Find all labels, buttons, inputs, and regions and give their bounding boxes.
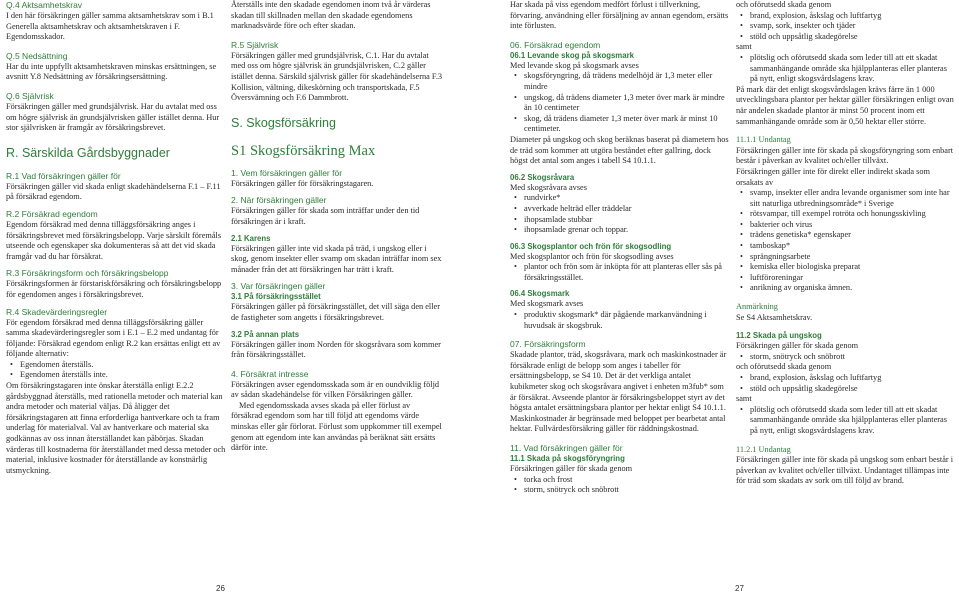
subsection-heading: 11.1 Skada på skogsföryngring bbox=[510, 454, 625, 463]
list-item: • svamp, insekter eller andra levande organismer som inte har sitt naturliga utbredningsområde* i Sverige bbox=[740, 188, 950, 208]
bullet-icon: • bbox=[10, 370, 13, 380]
bullet-icon: • bbox=[740, 21, 743, 31]
note-text: Se S4 Aktsamhetskrav. bbox=[736, 312, 813, 322]
section-heading: R.2 Försäkrad egendom bbox=[6, 208, 98, 219]
body-text: Försäkringen avser egendomsskada som är en oundviklig följd av sådan skadehändelse för vilken Försäkringen gäller. bbox=[231, 379, 440, 400]
subsection-heading: 06.1 Levande skog på skogsmark bbox=[510, 50, 634, 60]
bullet-list bbox=[736, 11, 956, 43]
bullet-icon: • bbox=[740, 383, 743, 393]
list-item: • stöld och uppsåtlig skadegörelse bbox=[740, 31, 858, 41]
bullet-list bbox=[510, 262, 730, 283]
bullet-list bbox=[510, 310, 730, 331]
bullet-icon: • bbox=[514, 203, 517, 213]
list-item: • ungskog, då trädens diameter 1,3 meter över mark är mindre än 10 centimeter bbox=[514, 92, 725, 113]
list-item: • plantor och frön som är inköpta för att planteras eller sås på försäkringsstället. bbox=[514, 262, 722, 282]
left-page bbox=[0, 0, 479, 591]
bullet-icon: • bbox=[740, 10, 743, 20]
bullet-icon: • bbox=[514, 71, 517, 81]
body-text: Försäkringen gäller på försäkringsstället, det vill säga den eller de fastigheter som angetts i försäkringsbrevet. bbox=[231, 302, 440, 322]
section-heading: R.4 Skadevärderingsregler bbox=[6, 306, 108, 317]
chapter-heading: R. Särskilda Gårdsbyggnader bbox=[6, 145, 170, 160]
subsection-heading: 06.4 Skogsmark bbox=[510, 289, 570, 299]
body-text: Försäkringen gäller för försäkringstagaren. bbox=[231, 178, 374, 188]
left-col-2 bbox=[231, 0, 443, 454]
bullet-icon: • bbox=[740, 262, 743, 272]
body-text: Diameter på ungskog och skog beräknas baserat på diametern hos de träd som kommer att utgöra beståndet efter gallring, dock högst det antal som anges i tabell S4 10.1.1. bbox=[510, 134, 729, 166]
body-text: Försäkringen gäller inom Norden för skogsråvara som kommer från försäkringsstället. bbox=[231, 339, 441, 360]
bullet-icon: • bbox=[514, 225, 517, 235]
body-text: Försäkringen gäller vid skada enligt skadehändelserna F.1 – F.11 på försäkrad egendom. bbox=[6, 181, 221, 202]
list-item: • svamp, sork, insekter och tjäder bbox=[740, 21, 856, 31]
bullet-list bbox=[6, 360, 226, 381]
section-heading: R.3 Försäkringsform och försäkringsbelopp bbox=[6, 268, 169, 279]
body-text: Försäkringen gäller inte för direkt eller indirekt skada som orsakats av bbox=[736, 166, 930, 187]
list-item: • plötslig och oförutsedd skada som leder till att ett skadat sammanhängande område ska hjälpplanteras eller planteras på nytt, enligt skogsvårdslagens krav. bbox=[740, 404, 947, 435]
list-item: • produktiv skogsmark* där pågående markanvändning i huvudsak är skogsbruk. bbox=[514, 310, 707, 330]
list-item: • bakterier och virus bbox=[740, 219, 813, 229]
chapter-heading: S. Skogsförsäkring bbox=[231, 115, 336, 130]
body-text: samt bbox=[736, 42, 752, 52]
body-text: Försäkringen gäller för skada som inträffar under den tid försäkringen är i kraft. bbox=[231, 206, 420, 226]
bullet-list bbox=[736, 352, 956, 363]
bullet-icon: • bbox=[514, 193, 517, 203]
bullet-icon: • bbox=[514, 214, 517, 224]
list-item: • ihopsamlade stubbar bbox=[514, 214, 593, 224]
section-heading: Q.4 Aktsamhetskrav bbox=[6, 0, 83, 10]
list-item: • plötslig och oförutsedd skada som leder till att ett skadat sammanhängande område ska hjälpplanteras eller planteras på nytt, enligt skogsvårdslagens krav. bbox=[740, 52, 947, 84]
list-item: • sprängningsarbete bbox=[740, 251, 811, 261]
bullet-icon: • bbox=[514, 113, 517, 123]
bullet-list bbox=[510, 193, 730, 235]
body-text: Med levande skog på skogsmark avses bbox=[510, 60, 639, 70]
section-heading: 1. Vem försäkringen gäller för bbox=[231, 167, 343, 178]
bullet-list bbox=[736, 53, 956, 85]
page-number: 26 bbox=[216, 584, 225, 593]
bullet-icon: • bbox=[740, 209, 743, 219]
list-item: • storm, snötryck och snöbrott bbox=[514, 485, 619, 495]
list-item: • rundvirke* bbox=[514, 193, 561, 203]
list-item: • brand, explosion, åskslag och luftfartyg bbox=[740, 373, 882, 382]
section-heading: Q.6 Självrisk bbox=[6, 90, 54, 101]
subsection-heading: 11.2.1 Undantag bbox=[736, 444, 791, 454]
list-item: • Egendomen återställs inte. bbox=[10, 370, 108, 380]
product-title: S1 Skogsförsäkring Max bbox=[231, 142, 376, 159]
bullet-icon: • bbox=[740, 404, 743, 414]
bullet-list bbox=[736, 373, 956, 394]
section-heading: R.1 Vad försäkringen gäller för bbox=[6, 170, 121, 181]
list-item: • Egendomen återställs. bbox=[10, 359, 94, 369]
body-text: Om försäkringstagaren inte önskar återställa enligt E.2.2 gårdsbyggnad återställs, med rationella metoder och material kan andra metoder och material väljas. Då åligger det försäkringstagaren att finna erforderliga hantverkare och ta fram underlag för materialval. Val av hantverkare och material ska godkännas av oss innan återställandet kan påbörjas. Skadan värderas till kostnaderna för återställandet med dessa metoder och material, inklusive kostnader för återställande av konstnärlig utsmyckning. bbox=[6, 381, 226, 475]
list-item: • ihopsamlade grenar och toppar. bbox=[514, 225, 629, 235]
bullet-icon: • bbox=[740, 230, 743, 240]
body-text: Med skogsråvara avses bbox=[510, 182, 587, 192]
bullet-icon: • bbox=[514, 474, 517, 484]
body-text: För egendom försäkrad med denna tilläggsförsäkring gäller samma skadevärderingsregler som i E.1 – E.2 med undantag för följande: Försäkrad egendom enligt R.2 kan ersättas enligt ett av följande alternativ: bbox=[6, 317, 221, 359]
list-item: • stöld och uppsåtlig skadegörelse bbox=[740, 383, 858, 393]
section-heading: 3. Var försäkringen gäller bbox=[231, 281, 326, 292]
subsection-heading: 2.1 Karens bbox=[231, 233, 271, 243]
subsection-heading: 06.3 Skogsplantor och frön för skogsodling bbox=[510, 241, 672, 251]
list-item: • skogsföryngring, då trädens medelhöjd är 1,3 meter eller mindre bbox=[514, 71, 713, 91]
body-text: Har skada på viss egendom medfört förlust i tillverkning, förvaring, användning eller försäljning av annan egendom, ersätts inte förlusten. bbox=[510, 0, 729, 31]
list-item: • tamboskap* bbox=[740, 241, 791, 251]
list-item: • storm, snötryck och snöbrott bbox=[740, 351, 845, 361]
bullet-icon: • bbox=[740, 188, 743, 198]
bullet-icon: • bbox=[514, 92, 517, 102]
body-text: Med skogsplantor och frön för skogsodling avses bbox=[510, 251, 674, 261]
subsection-heading: 06.2 Skogsråvara bbox=[510, 172, 575, 182]
list-item: • avverkade helträd eller träddelar bbox=[514, 203, 632, 213]
subsection-heading: 11.1.1 Undantag bbox=[736, 135, 791, 145]
body-text: och oförutsedd skada genom bbox=[736, 0, 832, 9]
right-page bbox=[479, 0, 959, 591]
body-text: Försäkringsformen är förstariskförsäkring och försäkringsbelopp för egendomen anges i försäkringsbrevet. bbox=[6, 279, 222, 299]
list-item: • torka och frost bbox=[514, 474, 573, 484]
body-text: Har du inte uppfyllt aktsamhetskraven minskas ersättningen, se avsnitt Y.8 Nedsättning av försäkringsersättning. bbox=[6, 61, 217, 82]
bullet-icon: • bbox=[514, 485, 517, 495]
body-text: Med egendomsskada avses skada på eller förlust av försäkrad egendom som har till följd att egendoms värde minskas eller går förlorat. Förlust som uppkommer till exempel genom att egendom inte kan användas på beräknat sätt ersätts därför inte. bbox=[231, 400, 442, 453]
bullet-list bbox=[736, 405, 956, 437]
bullet-icon: • bbox=[740, 351, 743, 361]
bullet-list bbox=[510, 475, 730, 496]
section-heading: 11. Vad försäkringen gäller för bbox=[510, 443, 623, 453]
body-text: Återställs inte den skadade egendomen inom två år värderas skadan till skillnaden mellan den skadade egendomens marknadsvärde före och efter skadan. bbox=[231, 0, 431, 31]
note-heading: Anmärkning bbox=[736, 302, 778, 312]
list-item: • rötsvampar, till exempel rotröta och honungsskivling bbox=[740, 209, 926, 219]
section-heading: 06. Försäkrad egendom bbox=[510, 39, 601, 50]
body-text: Försäkringen gäller inte för skada på ungskog som enbart består i påverkan av kvalitet och/eller tillväxt. Undantaget tillämpas inte för träd som skadats av sork om till följd av brand. bbox=[736, 455, 954, 486]
bullet-icon: • bbox=[740, 272, 743, 282]
list-item: • brand, explosion, åskslag och luftfartyg bbox=[740, 10, 882, 20]
body-text: Försäkringen gäller för skada genom bbox=[736, 341, 859, 351]
body-text: Försäkringen gäller för skada genom bbox=[510, 464, 633, 473]
body-text: På mark där det enligt skogsvårdslagen krävs färre än 1 000 utvecklingsbara plantor per hektar gäller försäkringen enligt ovan när andelen skadade plantor är minst 50 procent inom ett sammanhängande område som är 0,50 hektar eller större. bbox=[736, 84, 954, 126]
right-col-1 bbox=[510, 0, 730, 496]
section-heading: 4. Försäkrat intresse bbox=[231, 368, 309, 379]
bullet-icon: • bbox=[514, 262, 517, 272]
subsection-heading: 3.2 På annan plats bbox=[231, 329, 300, 339]
bullet-icon: • bbox=[740, 52, 743, 62]
list-item: • kemiska eller biologiska preparat bbox=[740, 262, 861, 272]
subsection-heading: 3.1 På försäkringsstället bbox=[231, 292, 321, 302]
bullet-list bbox=[736, 188, 956, 294]
section-heading: R.5 Självrisk bbox=[231, 39, 279, 50]
list-item: • trädens genetiska* egenskaper bbox=[740, 230, 851, 240]
body-text: och oförutsedd skada genom bbox=[736, 362, 832, 372]
bullet-icon: • bbox=[10, 359, 13, 369]
subsection-heading: 11.2 Skada på ungskog bbox=[736, 331, 822, 341]
body-text: Egendom försäkrad med denna tilläggsförsäkring anges i försäkringsbrevet med försäkringsbelopp. Varje särskilt föremåls utseende och egenskaper ska dokumenteras så att det vid skada framgår vad du har försäkrat. bbox=[6, 219, 222, 261]
list-item: • luftföroreningar bbox=[740, 272, 803, 282]
list-item: • anrikning av organiska ämnen. bbox=[740, 283, 853, 293]
section-heading: 2. När försäkringen gäller bbox=[231, 195, 327, 206]
right-col-2 bbox=[736, 0, 956, 487]
bullet-icon: • bbox=[740, 283, 743, 293]
body-text: Försäkringen gäller med grundsjälvrisk, C.1. Har du avtalat med oss om högre självrisk än grundsjälvrisken, C.2 gäller istället denna. Särskild självrisk gäller för skadehändelserna F.3 Kollision, vältning, dikeskörning och transportskada, F.5 Översvämning och F.6 Dammbrott. bbox=[231, 50, 443, 103]
body-text: Med skogsmark avses bbox=[510, 299, 584, 309]
body-text: Försäkringen gäller inte för skada på skogsföryngring som enbart består i påverkan av kvalitet och/eller tillväxt. bbox=[736, 145, 954, 166]
bullet-icon: • bbox=[740, 241, 743, 251]
bullet-icon: • bbox=[740, 219, 743, 229]
bullet-icon: • bbox=[740, 251, 743, 261]
body-text: I den här försäkringen gäller samma aktsamhetskrav som i B.1 Generella aktsamhetskrav och aktsamhetskraven i F. Egendomsskador. bbox=[6, 11, 214, 42]
body-text: Skadade plantor, träd, skogsråvara, mark och maskinkostnader är försäkrade enligt de belopp som anges i tabeller för ersättningsbelopp, se S4 10. Det är det verkliga antalet kubikmeter skog och skogsråvara angivet i enheten m3fub* som är försäkrat. Avseende plantor är försäkringsbeloppet styrt av det högsta antalet ersättningsbara plantor per hektar enligt S4 10.1.1. Maskinkostnader är begränsade med beloppet per bearbetat antal hektar. Fullvärdesförsäkring gäller för räddningskostnad. bbox=[510, 350, 727, 434]
section-heading: 07. Försäkringsform bbox=[510, 339, 586, 350]
bullet-icon: • bbox=[740, 31, 743, 41]
body-text: samt bbox=[736, 394, 752, 404]
section-heading: Q.5 Nedsättning bbox=[6, 50, 68, 61]
list-item: • skog, då trädens diameter 1,3 meter över mark är minst 10 centimeter. bbox=[514, 113, 718, 134]
body-text: Försäkringen gäller med grundsjälvrisk. Har du avtalat med oss om högre självrisk än grundsjälvrisken gäller istället denna. Hur stor självrisken är framgår av försäkringsbrevet. bbox=[6, 101, 220, 133]
page-number: 27 bbox=[735, 584, 744, 593]
body-text: Försäkringen gäller inte vid skada på träd, i ungskog eller i skog, genom insekter eller svamp om skadan inträffar inom sex månader från det att försäkringen har trätt i kraft. bbox=[231, 243, 442, 274]
bullet-icon: • bbox=[514, 310, 517, 320]
bullet-list bbox=[510, 71, 730, 135]
left-col-1 bbox=[6, 0, 226, 476]
bullet-icon: • bbox=[740, 373, 743, 382]
